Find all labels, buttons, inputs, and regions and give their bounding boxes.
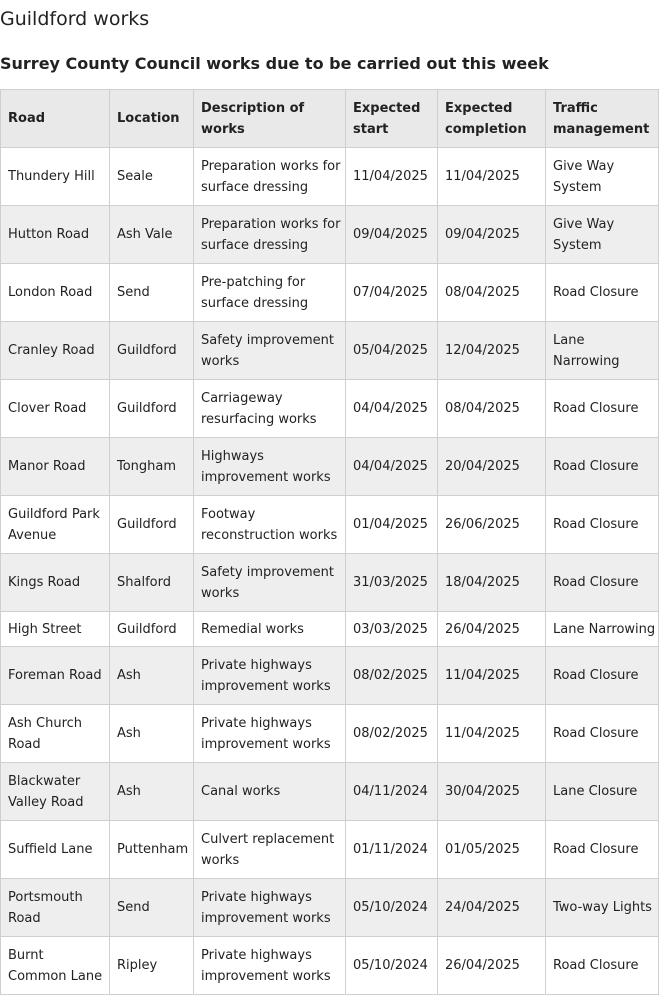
column-header-expected-completion: Expected completion <box>438 90 546 148</box>
cell-location: Guildford <box>110 380 194 438</box>
column-header-description: Description of works <box>194 90 346 148</box>
cell-road: Manor Road <box>1 438 110 496</box>
table-row <box>1 264 659 322</box>
cell-traffic-management: Lane Closure <box>546 763 659 821</box>
cell-expected-start: 05/10/2024 <box>346 937 438 995</box>
cell-road: Hutton Road <box>1 206 110 264</box>
cell-location: Send <box>110 264 194 322</box>
cell-expected-completion: 26/04/2025 <box>438 612 546 647</box>
cell-expected-start: 11/04/2025 <box>346 148 438 206</box>
cell-location: Puttenham <box>110 821 194 879</box>
cell-expected-completion: 11/04/2025 <box>438 148 546 206</box>
table-row <box>1 148 659 206</box>
cell-expected-start: 04/11/2024 <box>346 763 438 821</box>
cell-expected-completion: 26/06/2025 <box>438 496 546 554</box>
cell-expected-start: 08/02/2025 <box>346 705 438 763</box>
cell-road: Clover Road <box>1 380 110 438</box>
cell-description: Canal works <box>194 763 346 821</box>
cell-description: Private highways improvement works <box>194 937 346 995</box>
cell-road: Portsmouth Road <box>1 879 110 937</box>
cell-expected-completion: 08/04/2025 <box>438 264 546 322</box>
cell-location: Guildford <box>110 612 194 647</box>
cell-expected-completion: 20/04/2025 <box>438 438 546 496</box>
cell-location: Ash Vale <box>110 206 194 264</box>
cell-road: Guildford Park Avenue <box>1 496 110 554</box>
cell-location: Send <box>110 879 194 937</box>
cell-location: Ash <box>110 763 194 821</box>
cell-expected-start: 04/04/2025 <box>346 438 438 496</box>
column-header-location: Location <box>110 90 194 148</box>
cell-location: Guildford <box>110 322 194 380</box>
table-row <box>1 496 659 554</box>
cell-traffic-management: Give Way System <box>546 206 659 264</box>
cell-expected-start: 04/04/2025 <box>346 380 438 438</box>
cell-description: Private highways improvement works <box>194 647 346 705</box>
cell-traffic-management: Road Closure <box>546 937 659 995</box>
cell-traffic-management: Lane Narrowing <box>546 322 659 380</box>
cell-description: Safety improvement works <box>194 322 346 380</box>
cell-traffic-management: Road Closure <box>546 264 659 322</box>
cell-description: Carriageway resurfacing works <box>194 380 346 438</box>
cell-traffic-management: Lane Narrowing <box>546 612 659 647</box>
table-row <box>1 554 659 612</box>
cell-description: Private highways improvement works <box>194 879 346 937</box>
cell-traffic-management: Give Way System <box>546 148 659 206</box>
cell-expected-start: 01/11/2024 <box>346 821 438 879</box>
cell-road: Burnt Common Lane <box>1 937 110 995</box>
cell-expected-start: 05/04/2025 <box>346 322 438 380</box>
cell-traffic-management: Road Closure <box>546 554 659 612</box>
cell-traffic-management: Road Closure <box>546 438 659 496</box>
works-table <box>0 89 659 995</box>
cell-expected-completion: 08/04/2025 <box>438 380 546 438</box>
cell-road: Ash Church Road <box>1 705 110 763</box>
cell-road: Suffield Lane <box>1 821 110 879</box>
cell-expected-completion: 30/04/2025 <box>438 763 546 821</box>
cell-road: Blackwater Valley Road <box>1 763 110 821</box>
column-header-traffic-management: Traffic management <box>546 90 659 148</box>
cell-location: Guildford <box>110 496 194 554</box>
table-row <box>1 206 659 264</box>
cell-expected-start: 07/04/2025 <box>346 264 438 322</box>
cell-location: Seale <box>110 148 194 206</box>
table-row <box>1 705 659 763</box>
cell-traffic-management: Road Closure <box>546 647 659 705</box>
table-row <box>1 380 659 438</box>
cell-road: High Street <box>1 612 110 647</box>
cell-location: Ash <box>110 647 194 705</box>
cell-traffic-management: Road Closure <box>546 380 659 438</box>
cell-description: Safety improvement works <box>194 554 346 612</box>
column-header-expected-start: Expected start <box>346 90 438 148</box>
section-title: Surrey County Council works due to be carried out this week <box>0 54 549 73</box>
cell-location: Shalford <box>110 554 194 612</box>
cell-location: Tongham <box>110 438 194 496</box>
cell-expected-completion: 26/04/2025 <box>438 937 546 995</box>
cell-location: Ripley <box>110 937 194 995</box>
cell-expected-completion: 09/04/2025 <box>438 206 546 264</box>
cell-description: Preparation works for surface dressing <box>194 206 346 264</box>
cell-traffic-management: Road Closure <box>546 496 659 554</box>
cell-expected-completion: 18/04/2025 <box>438 554 546 612</box>
cell-description: Footway reconstruction works <box>194 496 346 554</box>
table-row <box>1 322 659 380</box>
cell-expected-completion: 01/05/2025 <box>438 821 546 879</box>
cell-description: Pre-patching for surface dressing <box>194 264 346 322</box>
table-row <box>1 879 659 937</box>
column-header-road: Road <box>1 90 110 148</box>
cell-expected-start: 09/04/2025 <box>346 206 438 264</box>
cell-traffic-management: Road Closure <box>546 705 659 763</box>
cell-description: Private highways improvement works <box>194 705 346 763</box>
cell-road: Kings Road <box>1 554 110 612</box>
cell-description: Preparation works for surface dressing <box>194 148 346 206</box>
table-row <box>1 612 659 647</box>
cell-expected-start: 31/03/2025 <box>346 554 438 612</box>
cell-expected-start: 05/10/2024 <box>346 879 438 937</box>
cell-description: Highways improvement works <box>194 438 346 496</box>
page-title: Guildford works <box>0 8 150 30</box>
cell-expected-completion: 11/04/2025 <box>438 647 546 705</box>
cell-expected-completion: 24/04/2025 <box>438 879 546 937</box>
cell-expected-completion: 12/04/2025 <box>438 322 546 380</box>
cell-traffic-management: Two-way Lights <box>546 879 659 937</box>
table-row <box>1 647 659 705</box>
cell-expected-completion: 11/04/2025 <box>438 705 546 763</box>
cell-expected-start: 08/02/2025 <box>346 647 438 705</box>
table-row <box>1 763 659 821</box>
table-header-row <box>1 90 659 148</box>
cell-expected-start: 03/03/2025 <box>346 612 438 647</box>
cell-traffic-management: Road Closure <box>546 821 659 879</box>
cell-description: Culvert replacement works <box>194 821 346 879</box>
table-row <box>1 438 659 496</box>
cell-road: Thundery Hill <box>1 148 110 206</box>
cell-location: Ash <box>110 705 194 763</box>
table-row <box>1 937 659 995</box>
table-row <box>1 821 659 879</box>
cell-expected-start: 01/04/2025 <box>346 496 438 554</box>
table-body <box>1 148 659 995</box>
cell-description: Remedial works <box>194 612 346 647</box>
cell-road: Foreman Road <box>1 647 110 705</box>
cell-road: London Road <box>1 264 110 322</box>
cell-road: Cranley Road <box>1 322 110 380</box>
